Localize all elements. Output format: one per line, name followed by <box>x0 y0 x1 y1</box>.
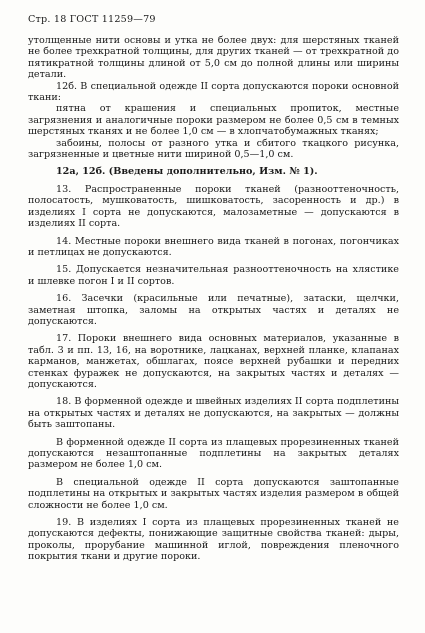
page-header: Стр. 18 ГОСТ 11259—79 <box>28 14 156 25</box>
paragraph-15: 15. Допускается незначительная разнооттеночность на хлястике и шлевке погон I и II сортов. <box>28 264 399 287</box>
paragraph-17: 17. Пороки внешнего вида основных материалов, указанные в табл. 3 и пп. 13, 16, на воротнике, лацканах, верхней планке, клапанах карманов, манжетах, обшлагах, поясе верхней рубашки и передних стенках фуражек не допускаются, на закрытых частях и деталях — допускаются. <box>28 333 399 390</box>
paragraph-18-special: В специальной одежде II сорта допускаются заштопанные подплетины на открытых и закрытых частях изделия размером в общей сложности не более 1,0 см. <box>28 476 399 511</box>
paragraph-19: 19. В изделиях I сорта из плащевых прорезиненных тканей не допускаются дефекты, понижающие защитные свойства тканей: дыры, проколы, прорубание машинной иглой, повреждения пленочного покрытия ткани и другие пороки. <box>28 517 399 563</box>
paragraph-12b-defects: забоины, полосы от разного утка и сбитого ткацкого рисунка, загрязненные и цветные нити шириной 0,5—1,0 см. <box>28 137 399 161</box>
paragraph-12b-stains: пятна от крашения и специальных пропиток, местные загрязнения и аналогичные пороки размером не более 0,5 см в темных шерстяных тканях и не более 1,0 см — в хлопчатобумажных тканях; <box>28 103 399 138</box>
paragraph-16: 16. Засечки (красильные или печатные), затаски, щелчки, заметная штопка, заломы на открытых частях и деталях не допускаются. <box>28 293 399 327</box>
paragraph-18: 18. В форменной одежде и швейных изделиях II сорта подплетины на открытых частях и деталях не допускаются, на закрытых — должны быть заштопаны. <box>28 396 399 431</box>
paragraph-14: 14. Местные пороки внешнего вида тканей в погонах, погончиках и петлицах не допускаются. <box>28 235 399 258</box>
paragraph-12b: 12б. В специальной одежде II сорта допускаются пороки основной ткани: <box>28 80 399 104</box>
body-text <box>28 35 399 569</box>
paragraph-13: 13. Распространенные пороки тканей (разнооттеночность, полосатость, мушковатость, шишковатость, засоренность и др.) в изделиях I сорта не допускаются, малозаметные — допускаются в изделиях II сорта. <box>28 183 399 230</box>
paragraph-continuation: утолщенные нити основы и утка не более двух: для шерстяных тканей не более трехкратной толщины, для других тканей — от трехкратной до пятикратной толщины длиной от 5,0 см до полной длины или ширины детали. <box>28 35 399 81</box>
paragraph-18-raincoat: В форменной одежде II сорта из плащевых прорезиненных тканей допускаются незаштопанные подплетины на закрытых деталях размером не более 1,0 см. <box>28 436 399 471</box>
amendment-note: 12а, 12б. (Введены дополнительно, Изм. № 1). <box>56 166 318 178</box>
